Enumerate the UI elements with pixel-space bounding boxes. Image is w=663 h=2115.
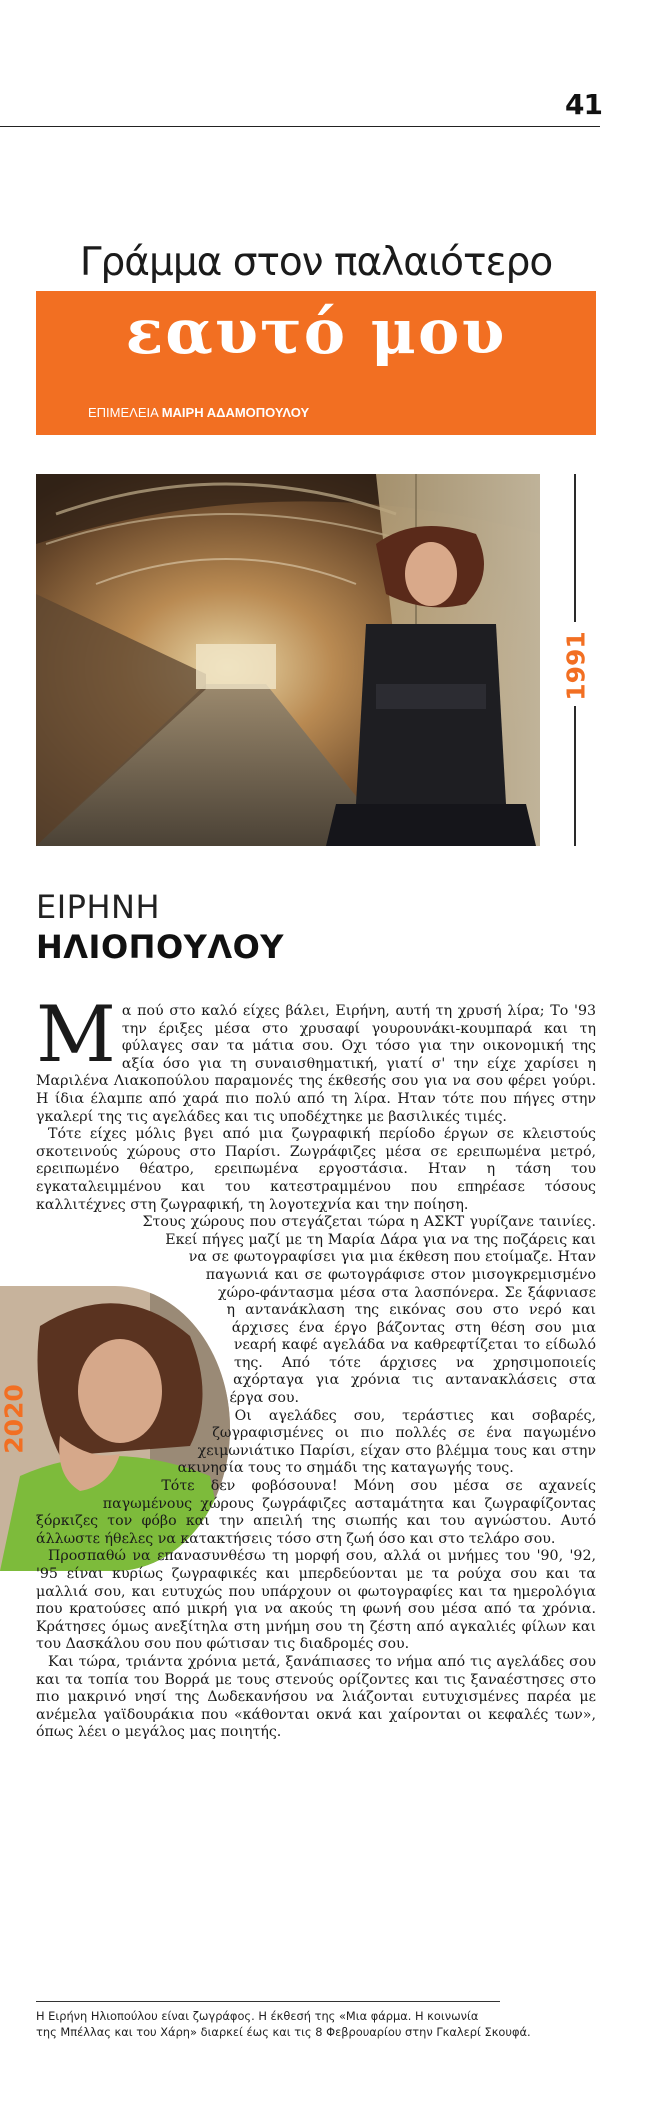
inset-year-label: 2020 [0, 1384, 29, 1454]
author-first-name: ΕΙΡΗΝΗ [36, 888, 161, 926]
footnote [36, 2008, 626, 2040]
credit-name: ΜΑΙΡΗ ΑΔΑΜΟΠΟΥΛΟΥ [161, 405, 310, 420]
article-paragraph: Προσπαθώ να επανασυνθέσω τη μορφή σου, αλλά οι μνήμες του '90, '92, '95 είναι κυρίως ζωγραφικές και μπερδεύονται με τα ρούχα σου και τα μαλλιά σου, και ευτυχώς που υπάρχουν οι φωτογραφίες και τα ημερολόγια που κρατούσες από μικρή για να ακούς τη φωνή σου μέσα από τα χρόνια. Κράτησες όμως ανεξίτηλα στη μνήμη σου τη ζέστη από αγκαλιές φίλων και του Δασκάλου σου που φώτισαν τις διαδρομές σου. [36, 1548, 596, 1653]
tunnel-portrait-photo [36, 474, 540, 846]
footnote-line: της Μπέλλας και του Χάρη» διαρκεί έως και τις 8 Φεβρουαρίου στην Γκαλερί Σκουφά. [36, 2025, 531, 2039]
article-paragraph: Και τώρα, τριάντα χρόνια μετά, ξανάπιασες το νήμα από τις αγελάδες σου και τα τοπία του Βορρά με τους στενούς ορίζοντες και τις ξαναέστησες στο πιο μακρινό νησί της Δωδεκανήσου να λιάζονται ευτυχισμένες παρέα με ανέμελα γαϊδουράκια που «κάθονται οκνά και χαίρονται οι κεφαλές των», όπως λέει ο μεγάλος μας ποιητής. [36, 1653, 596, 1741]
article-paragraph: Οι αγελάδες σου, τεράστιες και σοβαρές, ζωγραφισμένες οι πιο πολλές σε ένα παγωμένο χειμωνιάτικο Παρίσι, είχαν στο βλέμμα τους και στην ακινησία τους το σημάδι της καταγωγής τους. [177, 1407, 596, 1477]
article-paragraph: Τότε είχες μόλις βγει από μια ζωγραφική περίοδο έργων σε κλειστούς σκοτεινούς χώρους στο Παρίσι. Ζωγράφιζες μέσα σε ερειπωμένα μετρό, ερειπωμένο θέατρο, ερειπωμένα εργοστάσια. Ηταν η τάση του εγκαταλειμμένου και του κατεστραμμένου που επηρέασε τόσους καλλιτέχνες στη ζωγραφική, τη λογοτεχνία και την ποίηση. [36, 1126, 596, 1213]
photo-year-label: 1991 [561, 631, 591, 701]
year-rule-top [574, 474, 576, 622]
footnote-line: Η Ειρήνη Ηλιοπούλου είναι ζωγράφος. Η έκθεσή της «Μια φάρμα. Η κοινωνία [36, 2009, 479, 2023]
column-title: Γράμμα στον παλαιότερο [79, 240, 553, 285]
article-body [36, 990, 596, 1742]
column-title-emphasis: εαυτό μου [125, 295, 507, 368]
credit-prefix: ΕΠΙΜΕΛΕΙΑ [88, 405, 159, 420]
year-rule-bottom [574, 706, 576, 846]
author-last-name: ΗΛΙΟΠΟΥΛΟΥ [36, 928, 284, 966]
article-paragraph: Τότε δεν φοβόσουνα! Μόνη σου μέσα σε αχανείς παγωμένους χώρους ζωγράφιζες ασταμάτητα και ζωγραφίζοντας ξόρκιζες τον φόβο και την απειλή της σιωπής και του αγνώστου. Αυτό άλλωστε ήθελες να κατακτήσεις τόσο στη ζωή όσο και στο τελάρο σου. [36, 1478, 596, 1547]
drop-cap: Μ [36, 990, 116, 1080]
header-rule [0, 126, 600, 127]
article-paragraph: Στους χώρους που στεγάζεται τώρα η ΑΣΚΤ γυρίζανε ταινίες. Εκεί πήγες μαζί με τη Μαρία Δάρα για να της ποζάρεις και να σε φωτογραφίσει για μια έκθεση που ετοίμαζε. Ηταν παγωνιά και σε φωτογράφισε στον μισογκρεμισμένο χώρο-φάντασμα μέσα στα λασπόνερα. Σε ξάφνιασε η αντανάκλαση της εικόνας σου στο νερό και άρχισες ένα έργο βάζοντας στη θέση σου μια νεαρή καφέ αγελάδα να καθρεφτίζεται το είδωλό της. Από τότε άρχισες να χρησιμοποιείς αχόρταγα για χρόνια τις αντανακλάσεις στα έργα σου. [36, 1214, 596, 1408]
footnote-rule [36, 2001, 500, 2002]
page-number: 41 [565, 88, 602, 121]
article-paragraph: Μα πού στο καλό είχες βάλει, Ειρήνη, αυτή τη χρυσή λίρα; Το '93 την έριξες μέσα στο χρυσαφί γουρουνάκι-κουμπαρά και τη φύλαγες σαν τα μάτια σου. Οχι τόσο για την οικονομική της αξία όσο για τη συναισθηματική, γιατί σ' την είχε χαρίσει η Μαριλένα Λιακοπούλου παραμονές της έκθεσής σου για να σου φέρει γούρι. Η ίδια έλαμπε από χαρά πιο πολύ από τη λίρα. Ηταν τότε που πήγες στην γκαλερί της τις αγελάδες και τις υποδέχτηκε με βασιλικές τιμές. [36, 990, 596, 1125]
column-banner [36, 291, 596, 435]
editor-credit [88, 405, 309, 420]
